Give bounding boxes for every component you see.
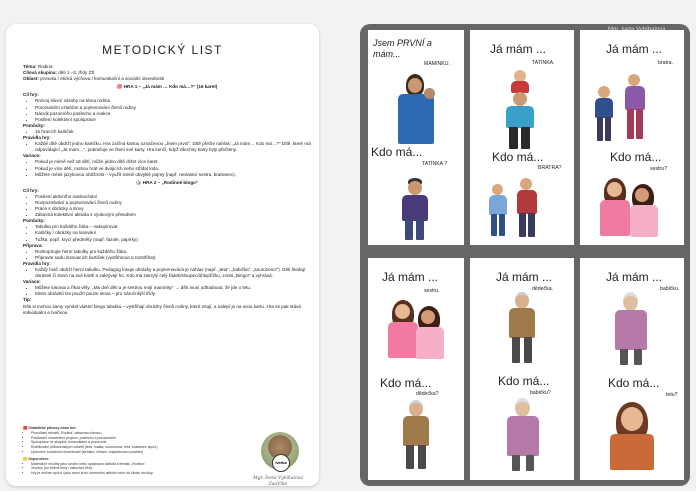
card-kdo-word: tetu? [666, 392, 678, 398]
game2-rules-label: Pravidla hry: [23, 260, 51, 266]
card-ja-text: Já mám ... [606, 270, 663, 284]
grandmother-illustration [608, 292, 654, 368]
card-ja-word: sestru. [424, 288, 440, 294]
mother-illustration [388, 74, 448, 154]
game2-prep [23, 249, 311, 261]
list-item: • Porozumění vztahům a pojmenování členů rodiny [35, 105, 311, 111]
list-item: • Rozvoj slovní zásoby na téma rodina [35, 98, 311, 104]
card-kdo-text: Kdo má... [492, 150, 544, 164]
notes-block [23, 426, 243, 476]
list-item: • Každé dítě obdrží jednu kartičku. Hra začíná kartou označenou „Jsem první“. Dítě přečte nahlas: „Já mám… Kdo má…?“ Dítě, které má odpovídající „Já mám…“, pokračuje ve čtení své karty. Hra končí, když všechny karty byly přečteny. [35, 141, 311, 153]
list-item: • Vhodný pro běžné třídy i inkluzivní třídy. [31, 466, 243, 471]
card-ja-word: MAMINKU. [424, 61, 450, 67]
list-item: • Hry je možné využít i jako ranní kruh, komunitní aktivitu nebo do školní družiny. [31, 471, 243, 476]
tip-label: Tip: [23, 297, 32, 303]
game2-variations-label: Variace: [23, 279, 41, 285]
grandfather-illustration [396, 400, 436, 472]
meta-label: Téma: [23, 64, 37, 69]
list-item: • Tabulka pro každého žáka – nakopírovat [35, 224, 311, 230]
list-item: • Materiál je vhodný jako úvodní nebo opakovací aktivita k tématu „Rodina“. [31, 462, 243, 467]
game1-heading: 🎯 HRA 1 – „Já mám … Kdo má…?“ (16 karet) [116, 84, 218, 90]
grandfather-illustration [502, 292, 542, 368]
brothers-illustration [486, 178, 556, 240]
game1-variations-label: Variace: [23, 153, 41, 159]
card-grandfather [470, 258, 574, 480]
sheet-body [23, 64, 311, 316]
card-ja-text: Já mám ... [382, 270, 439, 284]
game2-variations [23, 285, 311, 297]
card-kdo-word: sestru? [650, 166, 668, 172]
game1-rules-label: Pravidla hry: [23, 135, 51, 141]
card-father [470, 30, 574, 245]
list-item: • Posílení aktivního naslouchání [35, 194, 311, 200]
list-item: • Upevnění sociálních dovedností (střídání, čekání, respektování pravidel) [31, 450, 243, 455]
list-item: • Posílení kolektivní spolupráce [35, 117, 311, 123]
meta-label: Cílová skupina: [23, 70, 57, 76]
list-item: • Rozkopírujte herní tabulky pro každého žáka. [35, 249, 311, 255]
card-ja-text: Já mám ... [490, 42, 547, 56]
sisters-illustration [594, 178, 668, 240]
list-item: • Práce s obrázky a slovy [35, 206, 311, 212]
card-kdo-word: TATÍNKA ? [422, 161, 448, 167]
game2-tools-label: Pomůcky: [23, 218, 45, 224]
list-item: • Rozlišování příbuzenských vztahů (teta, matka, sourozenci, teta, bratranec apod.) [31, 445, 243, 450]
card-kdo-word: babičku? [530, 390, 551, 396]
list-item: • Pokud je méně než 16 dětí, může jedno dítě držet více karet. [35, 159, 311, 165]
card-kdo-text: Kdo má... [371, 145, 423, 159]
card-ja-word: babičku. [660, 286, 680, 292]
meta-label: Oblast: [23, 76, 39, 82]
game1-variations [23, 159, 311, 177]
list-item: • Zábavná kolektivní aktivita s výukovým přesahem [35, 212, 311, 218]
game2-tools [23, 224, 311, 242]
sheet-title: METODICKÝ LIST [102, 43, 223, 57]
author-signature: Mgr. Iveta Vybíhalová ZaaVibe [253, 476, 303, 486]
card-ja-word: dědečka. [532, 286, 554, 292]
lesson-sheet [6, 24, 319, 486]
card-ja-word: TATÍNKA. [532, 60, 555, 66]
card-ja-word: bratra. [658, 60, 673, 66]
father-child-illustration [496, 70, 546, 150]
notes-heading: 🟥 Didaktické přínosy obou her: [23, 426, 77, 430]
list-item: • Rozpoznávání a pojmenování členů rodiny [35, 200, 311, 206]
father-illustration [396, 178, 436, 240]
card-kdo-text: Kdo má... [608, 376, 660, 390]
list-item: • Posilování mluveného projevu, poslechu a porozumění [31, 436, 243, 441]
list-item: • Můžete měnit jazykovou obtížnost – využít méně obvyklé pojmy (např. nevlastní sestra, bratranec). [35, 172, 311, 178]
card-sister [368, 258, 464, 480]
card-brother [580, 30, 684, 245]
game1-goals-label: Cíl hry: [23, 92, 39, 98]
game1-rules [23, 141, 311, 153]
game2-heading: 🎲 HRA 2 – „Rodinné bingo“ [135, 179, 199, 185]
meta-value: děti 1.–3. třídy ZŠ [58, 70, 95, 76]
game2-prep-label: Příprava: [23, 242, 43, 248]
notes-list [23, 431, 243, 455]
game1-tools-label: Pomůcky: [23, 122, 45, 128]
brother-illustration [594, 70, 664, 146]
list-item: • Můžete losovat a říkat věty: „Má dvě děti a je sestrou mojí maminky“ → děti musí odhadnout, že jde o tetu. [35, 285, 311, 291]
game1-goals [23, 98, 311, 122]
list-item: • Procvičení tématu „Rodina“ zábavnou formou [31, 431, 243, 436]
card-mother [368, 30, 464, 245]
game2-goals-label: Cíl hry: [23, 187, 39, 193]
list-item: • Kartičky / obrázky na losování [35, 230, 311, 236]
list-item: • Pokud je více dětí, mohou hrát ve dvojicích nebo střídat kola. [35, 166, 311, 172]
sister-illustration [384, 300, 448, 360]
card-kdo-text: Kdo má... [610, 150, 662, 164]
grandmother-illustration [500, 398, 546, 474]
card-ja-text: Já mám ... [606, 42, 663, 56]
list-item: • Nácvik pozorného poslechu a reakce [35, 111, 311, 117]
author-logo: Ivetka [272, 454, 290, 472]
list-item: • Místo obrázků lze použít pouze slova – pro náročnější třídy. [35, 291, 311, 297]
list-item: • Připravte sadu losovacích kartiček (vystřihnout a rozstříhat) [35, 255, 311, 261]
meta-value: Rodina [37, 64, 53, 69]
meta-area [23, 76, 311, 82]
list-item: • Každý hráč obdrží herní tabulku. Pedagog losuje obrázky a pojmenovává je nahlas (např. „teta“, „babička“, „sourozenci“). Děti hledají obrázek či slovo na své kartě a zakrývají ho. Kdo má zakrytý celý řádek/sloupec/úhlopříčku, zvolá „Bingo!“ a vyhrává. [35, 267, 311, 279]
card-kdo-word: BRATRA? [538, 165, 562, 171]
card-kdo-text: Kdo má... [380, 376, 432, 390]
tip-text: Děti si mohou samy vyrobit vlastní bingo tabulku – vystřihají obrázky členů rodiny, které znají, a nalepí je na svou kartu. Hra se pak stává individuální a tvořivou. [23, 303, 301, 315]
game2-rules [23, 267, 311, 279]
card-grandmother [580, 258, 684, 480]
meta-value: prvouka / etická výchova / komunikační a sociální dovednosti [40, 76, 165, 82]
card-ja-text: Já mám ... [496, 270, 553, 284]
card-kdo-word: dědečka? [416, 391, 439, 397]
game2-goals [23, 194, 311, 218]
notes-heading: 🟨 Doporučení: [23, 456, 49, 461]
aunt-illustration [604, 402, 660, 472]
card-ja-text: Jsem PRVNÍ a mám... [373, 38, 432, 59]
list-item: • Tužka, popř. krycí předměty (např. fazole, papírky) [35, 237, 311, 243]
notes-list [23, 462, 243, 476]
list-item: • Spolupráce ve skupině, komunikace a pozornost [31, 440, 243, 445]
list-item: • 16 hracích kartiček [35, 129, 311, 135]
card-kdo-text: Kdo má... [498, 374, 550, 388]
